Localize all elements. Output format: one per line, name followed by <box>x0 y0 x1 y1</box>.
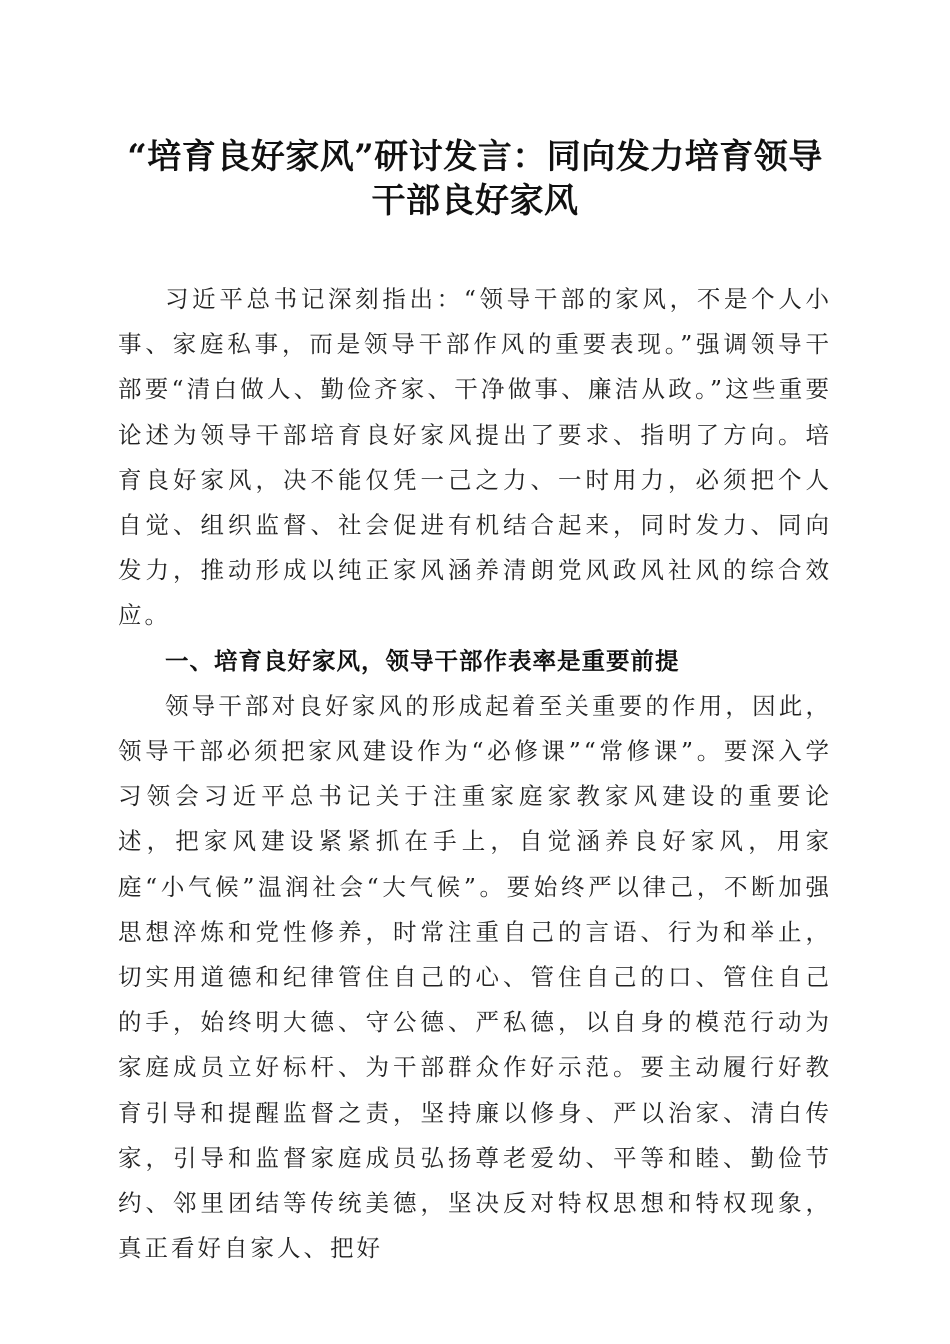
section-1-paragraph: 领导干部对良好家风的形成起着至关重要的作用，因此，领导干部必须把家风建设作为“必修课”“常修课”。要深入学习领会习近平总书记关于注重家庭家教家风建设的重要论述，把家风建设紧紧抓在手上，自觉涵养良好家风，用家庭“小气候”温润社会“大气候”。要始终严以律己，不断加强思想淬炼和党性修养，时常注重自己的言语、行为和举止，切实用道德和纪律管住自己的心、管住自己的口、管住自己的手，始终明大德、守公德、严私德，以自身的模范行动为家庭成员立好标杆、为干部群众作好示范。要主动履行好教育引导和提醒监督之责，坚持廉以修身、严以治家、清白传家，引导和监督家庭成员弘扬尊老爱幼、平等和睦、勤俭节约、邻里团结等传统美德，坚决反对特权思想和特权现象，真正看好自家人、把好 <box>118 691 832 1263</box>
intro-paragraph: 习近平总书记深刻指出：“领导干部的家风，不是个人小事、家庭私事，而是领导干部作风的重要表现。”强调领导干部要“清白做人、勤俭齐家、干净做事、廉洁从政。”这些重要论述为领导干部培育良好家风提出了要求、指明了方向。培育良好家风，决不能仅凭一己之力、一时用力，必须把个人自觉、组织监督、社会促进有机结合起来，同时发力、同向发力，推动形成以纯正家风涵养清朗党风政风社风的综合效应。 <box>118 285 832 630</box>
section-heading-1: 一、培育良好家风，领导干部作表率是重要前提 <box>165 646 680 675</box>
document-body <box>118 277 832 1271</box>
document-title: “培育良好家风”研讨发言：同向发力培育领导干部良好家风 <box>127 137 823 221</box>
